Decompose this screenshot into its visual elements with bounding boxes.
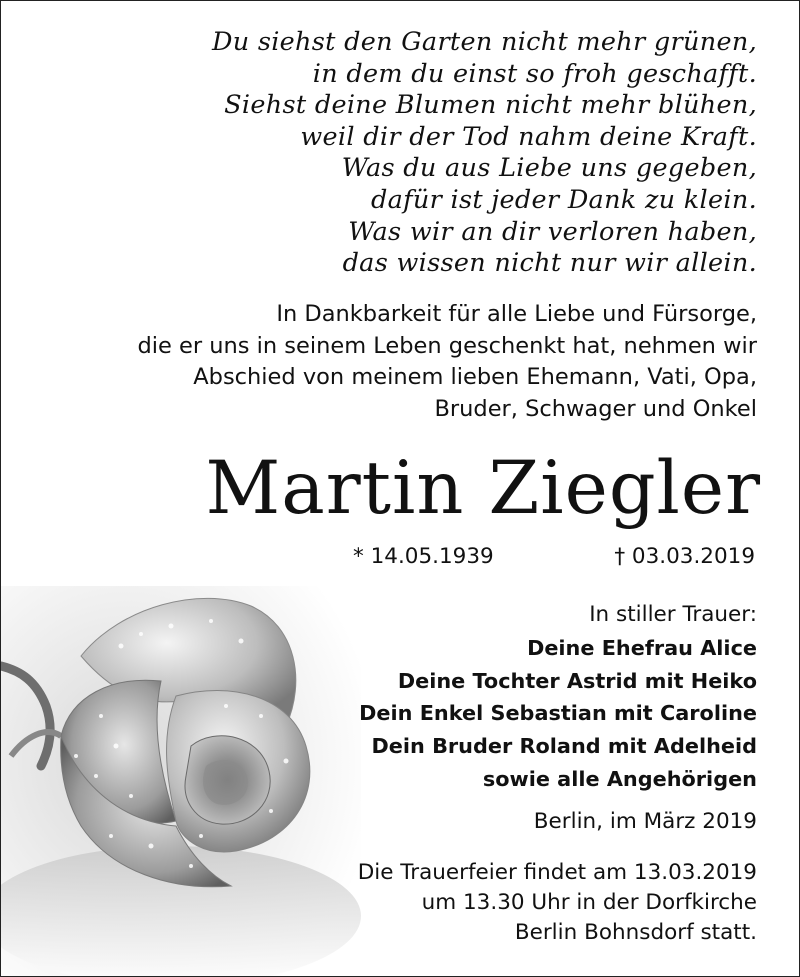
poem-line: das wissen nicht nur wir allein. bbox=[342, 248, 757, 279]
poem-line: Du siehst den Garten nicht mehr grünen, bbox=[211, 27, 757, 57]
intro-line: Abschied von meinem lieben Ehemann, Vati, Opa, bbox=[193, 364, 757, 390]
ceremony-line: Die Trauerfeier findet am 13.03.2019 bbox=[357, 860, 757, 885]
intro-line: die er uns in seinem Leben geschenkt hat, nehmen wir bbox=[137, 332, 757, 359]
mourner-name: Deine Ehefrau Alice bbox=[527, 635, 757, 660]
ceremony-line: um 13.30 Uhr in der Dorfkirche bbox=[421, 890, 757, 915]
poem bbox=[37, 27, 757, 280]
poem-line: Was du aus Liebe uns gegeben, bbox=[341, 153, 757, 184]
mourner-name: sowie alle Angehörigen bbox=[482, 766, 757, 791]
poem-line: weil dir der Tod nahm deine Kraft. bbox=[300, 121, 757, 152]
intro-line: In Dankbarkeit für alle Liebe und Fürsorge, bbox=[276, 301, 757, 327]
poem-line: Siehst deine Blumen nicht mehr blühen, bbox=[224, 90, 757, 121]
birth-date: * 14.05.1939 bbox=[353, 544, 494, 569]
mourner-name: Dein Bruder Roland mit Adelheid bbox=[371, 734, 757, 759]
mourner-name: Deine Tochter Astrid mit Heiko bbox=[397, 668, 757, 693]
deceased-name: Martin Ziegler bbox=[205, 446, 761, 531]
place-date: Berlin, im März 2019 bbox=[533, 809, 757, 834]
ceremony-info bbox=[358, 858, 757, 948]
poem-line: in dem du einst so froh geschafft. bbox=[312, 58, 757, 89]
mourners-list bbox=[197, 599, 757, 796]
death-date: † 03.03.2019 bbox=[614, 544, 755, 569]
ceremony-line: Berlin Bohnsdorf statt. bbox=[514, 920, 757, 945]
poem-line: Was wir an dir verloren haben, bbox=[348, 216, 757, 247]
poem-line: dafür ist jeder Dank zu klein. bbox=[371, 184, 757, 215]
intro-line: Bruder, Schwager und Onkel bbox=[434, 395, 757, 422]
intro-text bbox=[37, 299, 757, 425]
mourner-name: Dein Enkel Sebastian mit Caroline bbox=[359, 701, 757, 726]
mourners-heading: In stiller Trauer: bbox=[589, 602, 757, 627]
